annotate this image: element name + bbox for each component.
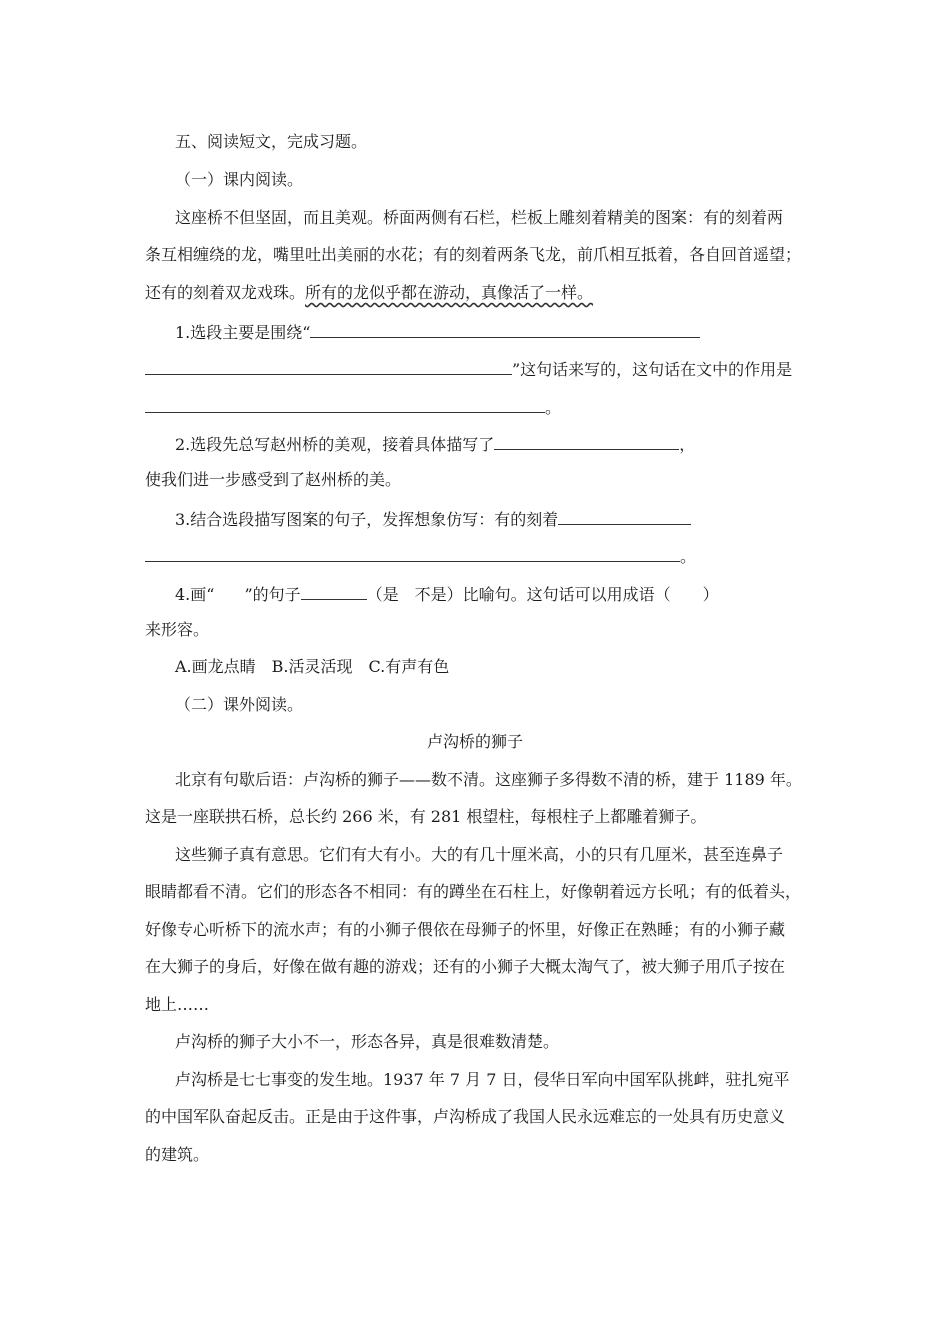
passage-line — [145, 283, 593, 303]
q1-prefix: 1.选段主要是围绕“ — [175, 323, 311, 342]
answer-blank[interactable] — [301, 583, 367, 600]
paragraph-line: 眼睛都看不清。它们的形态各不相同：有的蹲坐在石柱上，好像朝着远方长吼；有的低着头， — [145, 882, 802, 901]
article-title: 卢沟桥的狮子 — [426, 732, 523, 751]
part2-heading: （二）课外阅读。 — [175, 695, 304, 714]
answer-blank[interactable] — [558, 508, 691, 525]
question-4 — [175, 583, 719, 605]
passage-text: 还有的刻着双龙戏珠。 — [145, 283, 306, 302]
question-1-line2 — [145, 358, 792, 380]
q1-end: 。 — [545, 398, 562, 417]
answer-blank[interactable] — [310, 321, 700, 338]
question-3-line2 — [145, 545, 696, 567]
answer-blank[interactable] — [145, 396, 545, 413]
paragraph-line: 好像专心听桥下的流水声；有的小狮子偎依在母狮子的怀里，好像正在熟睡；有的小狮子藏 — [145, 920, 786, 939]
wavy-underlined-sentence: 所有的龙似乎都在游动，真像活了一样。 — [305, 283, 594, 302]
part1-heading: （一）课内阅读。 — [175, 170, 304, 189]
question-3 — [175, 508, 691, 530]
answer-blank[interactable] — [494, 433, 679, 450]
paragraph-line: 这些狮子真有意思。它们有大有小。大的有几十厘米高，小的只有几厘米，甚至连鼻子 — [175, 845, 784, 864]
question-2 — [175, 433, 695, 455]
q4-part-b: ”的句子 — [244, 585, 301, 604]
answer-blank[interactable] — [145, 358, 512, 375]
paragraph-line: 卢沟桥的狮子大小不一，形态各异，真是很难数清楚。 — [175, 1032, 560, 1051]
question-2-line2: 使我们进一步感受到了赵州桥的美。 — [145, 470, 402, 489]
paragraph-line: 这是一座联拱石桥，总长约 266 米，有 281 根望柱，每根柱子上都雕着狮子。 — [145, 807, 707, 826]
paragraph-line: 北京有句歇后语：卢沟桥的狮子——数不清。这座狮子多得数不清的桥，建于 1189 年。 — [175, 770, 802, 789]
q2-after: ， — [679, 435, 696, 454]
paragraph-line: 卢沟桥是七七事变的发生地。1937 年 7 月 7 日，侵华日军向中国军队挑衅，驻扎宛平 — [175, 1070, 790, 1089]
q4-part-a: 4.画“ — [175, 585, 215, 604]
section-title: 五、阅读短文，完成习题。 — [175, 132, 368, 151]
passage-line: 条互相缠绕的龙，嘴里吐出美丽的水花；有的刻着两条飞龙，前爪相互抵着，各自回首遥望； — [145, 245, 802, 264]
q3-prefix: 3.结合选段描写图案的句子，发挥想象仿写：有的刻着 — [175, 510, 559, 529]
paragraph-line: 的建筑。 — [145, 1145, 210, 1164]
paragraph-line: 的中国军队奋起反击。正是由于这件事，卢沟桥成了我国人民永远难忘的一处具有历史意义 — [145, 1107, 786, 1126]
answer-options: A.画龙点睛 B.活灵活现 C.有声有色 — [175, 657, 450, 676]
question-1-line3 — [145, 396, 561, 418]
q1-mid: ”这句话来写的，这句话在文中的作用是 — [512, 360, 793, 379]
wavy-line-mark — [214, 584, 244, 600]
paragraph-line: 地上…… — [145, 995, 210, 1014]
q4-part-c: （是 不是）比喻句。这句话可以用成语（ ） — [366, 585, 719, 604]
passage-line: 这座桥不但坚固，而且美观。桥面两侧有石栏，栏板上雕刻着精美的图案：有的刻着两 — [175, 208, 784, 227]
q3-end: 。 — [680, 547, 697, 566]
question-4-line2: 来形容。 — [145, 620, 210, 639]
q2-prefix: 2.选段先总写赵州桥的美观，接着具体描写了 — [175, 435, 495, 454]
answer-blank[interactable] — [145, 545, 680, 562]
paragraph-line: 在大狮子的身后，好像在做有趣的游戏；还有的小狮子大概太淘气了，被大狮子用爪子按在 — [145, 957, 786, 976]
question-1 — [175, 321, 700, 343]
